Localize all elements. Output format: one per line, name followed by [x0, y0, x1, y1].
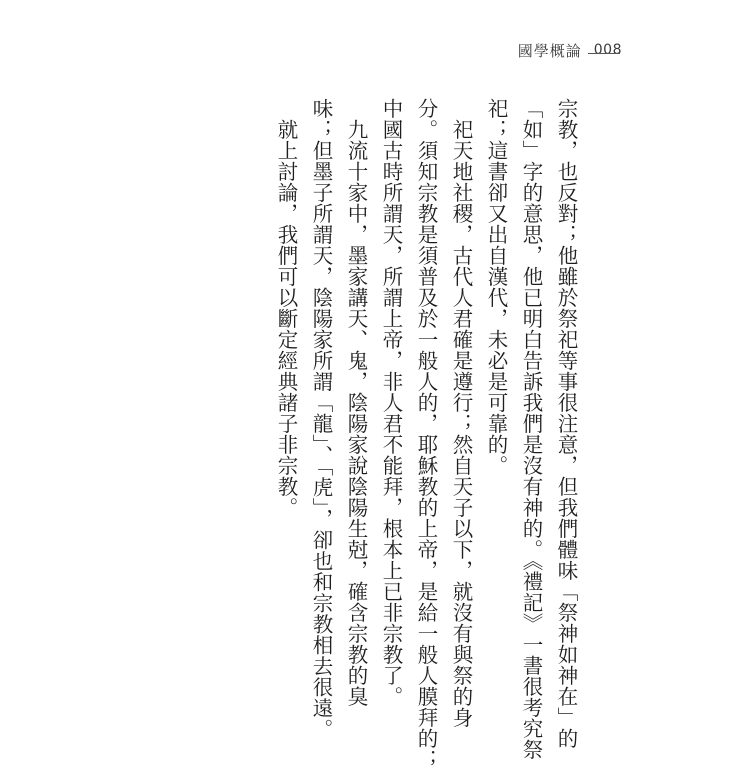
text-column-3: 祀；這書卻又出自漢代，未必是可靠的。 — [484, 98, 508, 476]
text-column-1: 宗教，也反對；他雖於祭祀等事很注意，但我們體味「祭神如神在」的 — [554, 98, 578, 749]
text-column-5: 分。須知宗教是須普及於一般人的，耶穌教的上帝，是給一般人膜拜的； — [414, 98, 438, 770]
text-column-4: 祀天地社稷，古代人君確是遵行；然自天子以下，就沒有與祭的身 — [449, 98, 473, 728]
header-rule — [588, 53, 620, 54]
page-number: 008 — [593, 42, 622, 58]
text-column-2: 「如」字的意思，他已明白告訴我們是沒有神的。《禮記》一書很考究祭 — [519, 98, 543, 760]
text-column-8: 味；但墨子所謂天，陰陽家所謂「龍」、「虎」，卻也和宗教相去很遠。 — [309, 98, 333, 740]
text-column-9: 就上討論，我們可以斷定經典諸子非宗教。 — [274, 98, 298, 518]
text-column-7: 九流十家中，墨家講天、鬼，陰陽家說陰陽生尅，確含宗教的臭 — [344, 98, 368, 707]
text-column-6: 中國古時所謂天，所謂上帝，非人君不能拜，根本上已非宗教了。 — [379, 98, 403, 707]
running-head — [518, 38, 622, 62]
book-title: 國學概論 — [517, 41, 582, 60]
